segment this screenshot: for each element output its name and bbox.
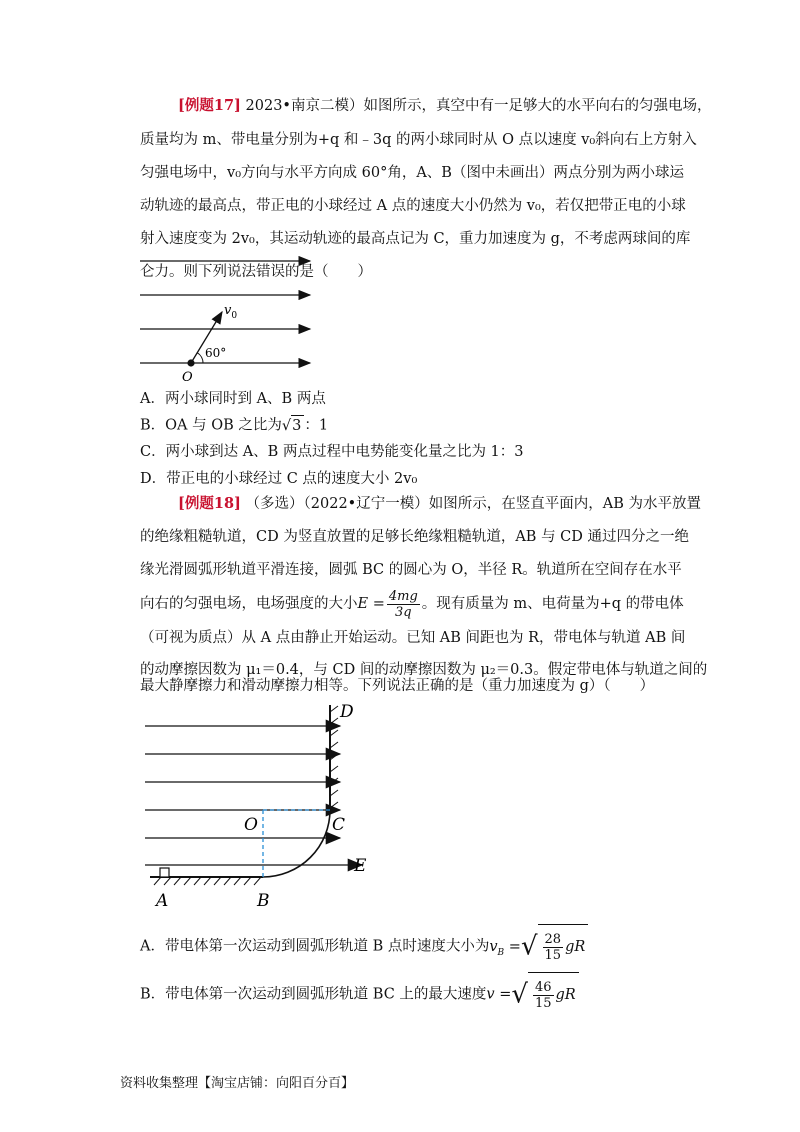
q18-figure: [140, 700, 380, 915]
label-c: C: [332, 815, 346, 835]
sqrt-3: √3: [282, 415, 304, 436]
label-o: O: [244, 815, 258, 835]
vmax-sqrt: √ $\frac{46}{15}$ gR: [511, 972, 578, 1017]
q17-line-3: 匀强电场中，v₀方向与水平方向成 60°角，A、B（图中未画出）两点分别为两小球运: [140, 165, 684, 181]
angle-label: 60°: [205, 346, 227, 360]
ground-hatching: [154, 877, 261, 885]
field-eq: E =: [357, 596, 385, 612]
q18-text-1: （多选）（2022•辽宁一模）如图所示，在竖直平面内，AB 为水平放置: [245, 496, 701, 512]
q18-option-a-text: A．带电体第一次运动到圆弧形轨道 B 点时速度大小为: [140, 938, 490, 955]
charged-body: [160, 868, 169, 877]
field-fraction: $\frac{4mg}{3q}$: [388, 588, 418, 620]
q17-line-1: [178, 96, 711, 116]
page-footer: 资料收集整理【淘宝店铺：向阳百分百】: [120, 1076, 355, 1091]
q18-line-5: （可视为质点）从 A 点由静止开始运动。已知 AB 间距也为 R，带电体与轨道 AB 间: [140, 630, 686, 646]
angle-arc: [197, 353, 203, 363]
q17-line-5: 射入速度变为 2v₀，其运动轨迹的最高点记为 C，重力加速度为 g，不考虑两球间的库: [140, 231, 691, 247]
q18-line-3: 缘光滑圆弧形轨道平滑连接，圆弧 BC 的圆心为 O，半径 R。轨道所在空间存在水平: [140, 562, 682, 578]
origin-label: O: [182, 370, 193, 385]
q17-option-b-text: B．OA 与 OB 之比为: [140, 417, 282, 434]
q18-line-4-post: 。现有质量为 m、电荷量为+q 的带电体: [421, 596, 684, 612]
q17-option-b-tail: ：1: [304, 417, 329, 434]
q17-option-c: C．两小球到达 A、B 两点过程中电势能变化量之比为 1：3: [140, 444, 524, 460]
label-b: B: [257, 891, 270, 911]
label-e: E: [354, 856, 367, 876]
q18-option-b: [140, 972, 579, 1017]
q18-line-4: [140, 584, 684, 624]
q18-line-4-pre: 向右的匀强电场，电场强度的大小: [140, 596, 358, 612]
v0-label: $v_0$: [224, 303, 238, 321]
q18-tag: [例题18]: [178, 495, 241, 512]
q17-line-4: 动轨迹的最高点，带正电的小球经过 A 点的速度大小仍然为 v₀，若仅把带正电的小球: [140, 198, 686, 214]
q18-line-7: 最大静摩擦力和滑动摩擦力相等。下列说法正确的是（重力加速度为 g）（ ）: [140, 678, 655, 694]
q18-option-b-text: B．带电体第一次运动到圆弧形轨道 BC 上的最大速度: [140, 986, 487, 1003]
vmax-symbol: v =: [486, 986, 512, 1003]
q17-option-b: [140, 415, 328, 436]
label-d: D: [340, 702, 354, 722]
origin-point: [187, 359, 194, 366]
wall-hatching: [330, 706, 338, 808]
q17-line-2: 质量均为 m、带电量分别为+q 和﹣3q 的两小球同时从 O 点以速度 v₀斜向右上方射入: [140, 132, 697, 148]
label-a: A: [156, 891, 169, 911]
vb-sqrt: √ $\frac{28}{15}$ gR: [521, 924, 588, 969]
q18-option-a: [140, 924, 588, 974]
q18-line-6: 的动摩擦因数为 μ₁＝0.4，与 CD 间的动摩擦因数为 μ₂＝0.3。假定带电体与轨道之间的: [140, 662, 708, 678]
q17-tag: [例题17]: [178, 97, 241, 114]
q17-option-a: A．两小球同时到 A、B 两点: [140, 391, 326, 407]
q17-figure: [130, 248, 330, 388]
q17-option-d: D．带正电的小球经过 C 点的速度大小 2v₀: [140, 471, 418, 487]
arc-bc: [263, 810, 330, 877]
q17-text-1: 2023•南京二模）如图所示，真空中有一足够大的水平向右的匀强电场，: [245, 98, 712, 114]
q18-line-1: [178, 494, 701, 514]
vb-symbol: $v_B$ =: [489, 938, 521, 958]
q18-line-2: 的绝缘粗糙轨道，CD 为竖直放置的足够长绝缘粗糙轨道，AB 与 CD 通过四分之一绝: [140, 529, 690, 545]
q17-line-6: 仑力。则下列说法错误的是（ ）: [140, 264, 372, 280]
